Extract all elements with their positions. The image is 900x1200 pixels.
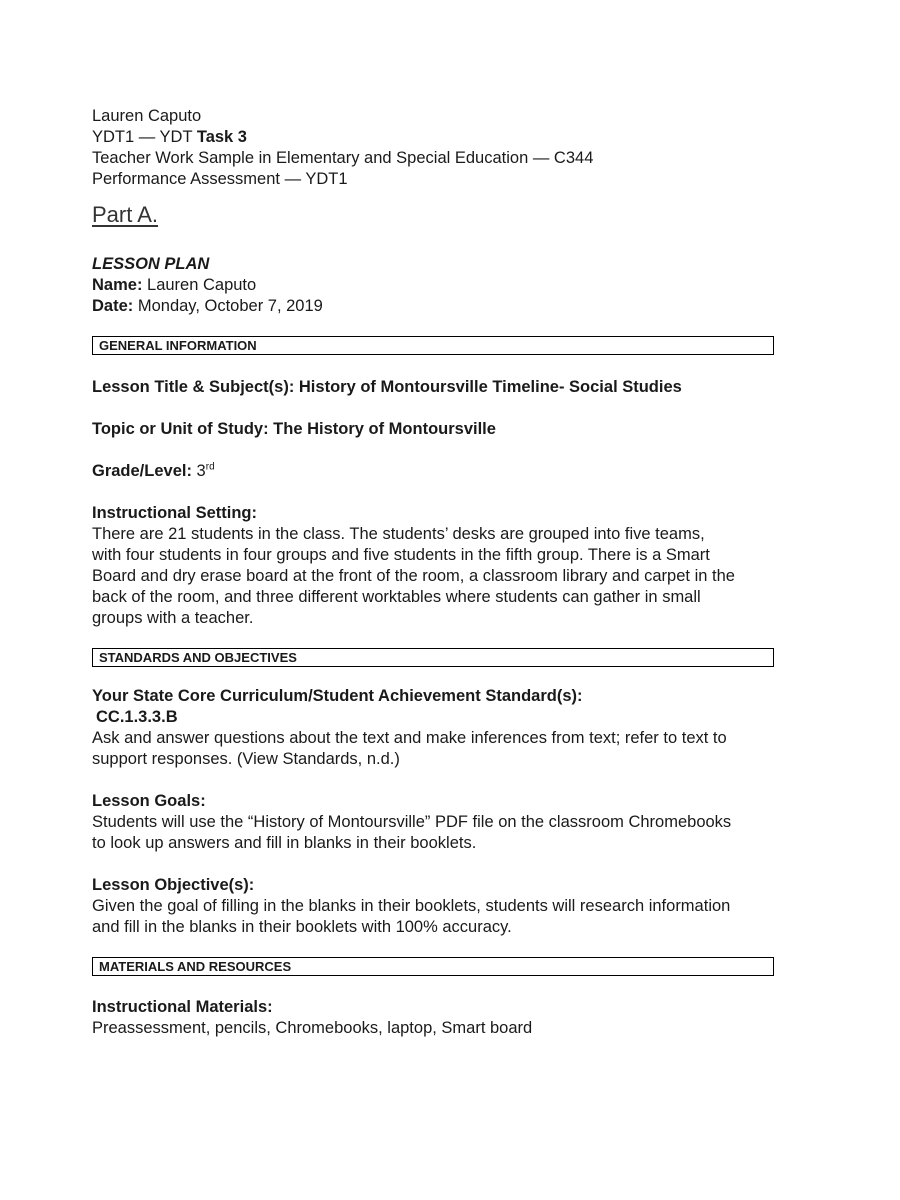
lesson-objectives-label: Lesson Objective(s):: [92, 876, 255, 894]
topic-line: Topic or Unit of Study: The History of Montoursville: [92, 420, 496, 438]
instructional-setting-text: [92, 524, 812, 629]
section-materials-and-resources: MATERIALS AND RESOURCES: [92, 957, 774, 976]
lesson-objectives-text: [92, 896, 812, 938]
section-standards-and-objectives: STANDARDS AND OBJECTIVES: [92, 648, 774, 667]
lesson-plan-heading: LESSON PLAN: [92, 255, 210, 273]
part-title: Part A.: [92, 202, 159, 227]
lesson-info: [92, 254, 812, 317]
goals-line: Students will use the “History of Montoursville” PDF file on the classroom Chromebooks: [92, 813, 732, 831]
task-line: [92, 127, 812, 148]
grade-label: Grade/Level:: [92, 462, 192, 480]
document-page: [92, 106, 812, 1039]
lesson-goals-label: Lesson Goals:: [92, 792, 206, 810]
core-standard-code: CC.1.3.3.B: [96, 708, 178, 726]
date-label: Date:: [92, 297, 134, 315]
core-standard-label: Your State Core Curriculum/Student Achievement Standard(s):: [92, 687, 583, 705]
assessment-line: Performance Assessment — YDT1: [92, 170, 348, 188]
setting-line: back of the room, and three different worktables where students can gather in small: [92, 588, 701, 606]
setting-line: with four students in four groups and five students in the fifth group. There is a Smart: [92, 546, 710, 564]
date-value: Monday, October 7, 2019: [133, 297, 323, 315]
lesson-title-line: Lesson Title & Subject(s): History of Montoursville Timeline- Social Studies: [92, 378, 682, 396]
instructional-materials-value: Preassessment, pencils, Chromebooks, laptop, Smart board: [92, 1019, 533, 1037]
task-prefix: YDT1 — YDT: [92, 128, 197, 146]
author-line: Lauren Caputo: [92, 107, 202, 125]
instructional-materials-label: Instructional Materials:: [92, 998, 273, 1016]
grade-value: 3: [191, 462, 206, 480]
lesson-goals-text: [92, 812, 812, 854]
core-line: Ask and answer questions about the text and make inferences from text; refer to text to: [92, 729, 727, 747]
core-line: support responses. (View Standards, n.d.): [92, 750, 400, 768]
core-standard-text: [92, 728, 812, 770]
grade-line: [92, 461, 812, 482]
grade-suffix: rd: [205, 461, 215, 473]
setting-line: groups with a teacher.: [92, 609, 254, 627]
objectives-line: Given the goal of filling in the blanks in their booklets, students will research information: [92, 897, 731, 915]
instructional-setting-label: Instructional Setting:: [92, 504, 257, 522]
goals-line: to look up answers and fill in blanks in their booklets.: [92, 834, 477, 852]
setting-line: There are 21 students in the class. The students’ desks are grouped into five teams,: [92, 525, 705, 543]
course-line: Teacher Work Sample in Elementary and Special Education — C344: [92, 149, 594, 167]
section-general-information: GENERAL INFORMATION: [92, 336, 774, 355]
task-number: Task 3: [196, 128, 247, 146]
objectives-line: and fill in the blanks in their booklets with 100% accuracy.: [92, 918, 512, 936]
name-value: Lauren Caputo: [142, 276, 257, 294]
name-label: Name:: [92, 276, 143, 294]
name-line: [92, 275, 812, 296]
document-header: [92, 106, 812, 190]
date-line: [92, 296, 812, 317]
setting-line: Board and dry erase board at the front of the room, a classroom library and carpet in the: [92, 567, 735, 585]
